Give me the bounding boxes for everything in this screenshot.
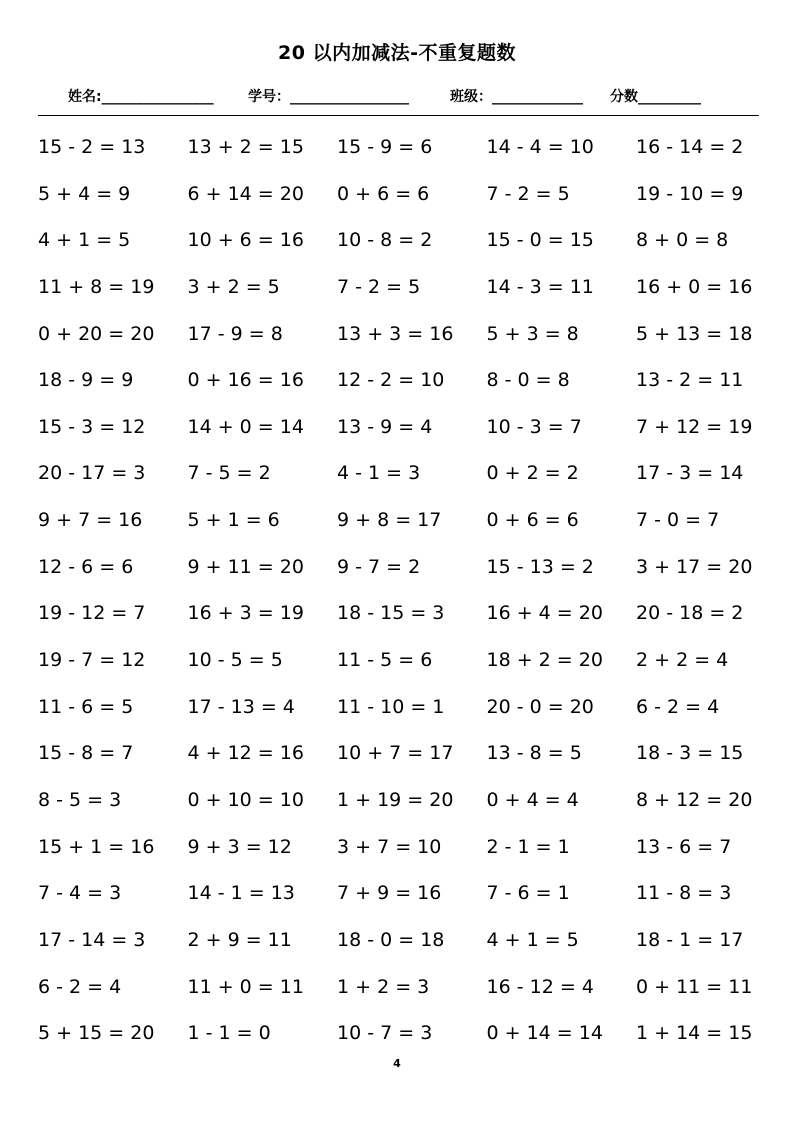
math-problem: 11 - 5 = 6: [337, 649, 433, 672]
math-problem: 0 + 14 = 14: [486, 1022, 603, 1045]
math-problem: 7 + 12 = 19: [636, 415, 753, 438]
math-problem: 15 - 13 = 2: [486, 555, 594, 578]
math-problem: 1 - 1 = 0: [187, 1022, 271, 1045]
math-problem: 16 - 14 = 2: [636, 136, 744, 158]
math-problem: 2 + 2 = 4: [636, 649, 729, 672]
math-problem: 4 + 12 = 16: [187, 742, 304, 765]
math-problem: 15 - 9 = 6: [337, 136, 433, 158]
math-problem: 4 + 1 = 5: [486, 928, 579, 951]
math-problem: 15 + 1 = 16: [38, 835, 155, 858]
problem-row: [38, 878, 794, 925]
math-problem: 3 + 7 = 10: [337, 835, 442, 858]
math-problem: 14 - 3 = 11: [486, 275, 594, 298]
math-problem: 13 + 3 = 16: [337, 322, 454, 345]
math-problem: 11 + 0 = 11: [187, 975, 304, 998]
problem-grid: [38, 132, 794, 1065]
math-problem: 2 - 1 = 1: [486, 835, 570, 858]
math-problem: 6 - 2 = 4: [636, 695, 720, 718]
math-problem: 4 + 1 = 5: [38, 229, 131, 252]
math-problem: 16 + 3 = 19: [187, 602, 304, 625]
math-problem: 0 + 6 = 6: [486, 509, 579, 532]
math-problem: 11 - 6 = 5: [38, 695, 134, 718]
problem-row: [38, 319, 794, 366]
math-problem: 14 - 1 = 13: [187, 882, 295, 905]
math-problem: 9 - 7 = 2: [337, 555, 421, 578]
math-problem: 0 + 10 = 10: [187, 788, 304, 811]
math-problem: 9 + 7 = 16: [38, 509, 143, 532]
problem-row: [38, 179, 794, 226]
math-problem: 5 + 15 = 20: [38, 1022, 155, 1045]
math-problem: 7 - 2 = 5: [337, 275, 421, 298]
math-problem: 18 - 3 = 15: [636, 742, 744, 765]
math-problem: 16 + 0 = 16: [636, 275, 753, 298]
math-problem: 1 + 14 = 15: [636, 1022, 753, 1045]
problem-row: [38, 458, 794, 505]
math-problem: 12 - 2 = 10: [337, 369, 445, 392]
math-problem: 19 - 7 = 12: [38, 649, 146, 672]
math-problem: 0 + 4 = 4: [486, 788, 579, 811]
student-info-line: [68, 86, 758, 108]
math-problem: 13 - 6 = 7: [636, 835, 732, 858]
math-problem: 12 - 6 = 6: [38, 555, 134, 578]
math-problem: 10 - 7 = 3: [337, 1022, 433, 1045]
problem-row: [38, 412, 794, 459]
page-number: 4: [393, 1057, 401, 1070]
math-problem: 6 + 14 = 20: [187, 182, 304, 205]
math-problem: 6 - 2 = 4: [38, 975, 122, 998]
math-problem: 5 + 4 = 9: [38, 182, 131, 205]
math-problem: 10 - 3 = 7: [486, 415, 582, 438]
math-problem: 14 + 0 = 14: [187, 415, 304, 438]
math-problem: 11 - 10 = 1: [337, 695, 445, 718]
math-problem: 18 - 1 = 17: [636, 928, 744, 951]
student-id-field[interactable]: 学号：_________________: [248, 89, 409, 105]
problem-row: [38, 225, 794, 272]
math-problem: 7 - 2 = 5: [486, 182, 570, 205]
math-problem: 9 + 8 = 17: [337, 509, 442, 532]
math-problem: 0 + 6 = 6: [337, 182, 430, 205]
math-problem: 18 - 9 = 9: [38, 369, 134, 392]
math-problem: 1 + 2 = 3: [337, 975, 430, 998]
problem-row: [38, 925, 794, 972]
math-problem: 17 - 13 = 4: [187, 695, 295, 718]
math-problem: 8 + 0 = 8: [636, 229, 729, 252]
math-problem: 7 - 6 = 1: [486, 882, 570, 905]
math-problem: 17 - 14 = 3: [38, 928, 146, 951]
math-problem: 19 - 12 = 7: [38, 602, 146, 625]
problem-row: [38, 832, 794, 879]
math-problem: 5 + 3 = 8: [486, 322, 579, 345]
problem-row: [38, 972, 794, 1019]
math-problem: 3 + 17 = 20: [636, 555, 753, 578]
math-problem: 8 - 5 = 3: [38, 788, 122, 811]
math-problem: 18 + 2 = 20: [486, 649, 603, 672]
header-divider: [38, 115, 759, 116]
math-problem: 5 + 13 = 18: [636, 322, 753, 345]
math-problem: 8 - 0 = 8: [486, 369, 570, 392]
name-field[interactable]: 姓名:________________: [68, 89, 214, 105]
math-problem: 0 + 11 = 11: [636, 975, 753, 998]
math-problem: 3 + 2 = 5: [187, 275, 280, 298]
math-problem: 11 + 8 = 19: [38, 275, 155, 298]
problem-row: [38, 692, 794, 739]
problem-row: [38, 505, 794, 552]
problem-row: [38, 738, 794, 785]
math-problem: 14 - 4 = 10: [486, 136, 594, 158]
math-problem: 20 - 17 = 3: [38, 462, 146, 485]
math-problem: 13 - 9 = 4: [337, 415, 433, 438]
math-problem: 17 - 9 = 8: [187, 322, 283, 345]
math-problem: 16 - 12 = 4: [486, 975, 594, 998]
math-problem: 19 - 10 = 9: [636, 182, 744, 205]
problem-row: [38, 598, 794, 645]
problem-row: [38, 272, 794, 319]
math-problem: 0 + 16 = 16: [187, 369, 304, 392]
math-problem: 1 + 19 = 20: [337, 788, 454, 811]
math-problem: 5 + 1 = 6: [187, 509, 280, 532]
math-problem: 17 - 3 = 14: [636, 462, 744, 485]
math-problem: 0 + 2 = 2: [486, 462, 579, 485]
math-problem: 18 - 15 = 3: [337, 602, 445, 625]
score-field[interactable]: 分数_________: [610, 89, 701, 105]
math-problem: 16 + 4 = 20: [486, 602, 603, 625]
math-problem: 10 - 5 = 5: [187, 649, 283, 672]
class-field[interactable]: 班级：_____________: [450, 89, 583, 105]
problem-row: [38, 365, 794, 412]
math-problem: 9 + 11 = 20: [187, 555, 304, 578]
math-problem: 15 - 0 = 15: [486, 229, 594, 252]
math-problem: 13 - 8 = 5: [486, 742, 582, 765]
math-problem: 7 - 4 = 3: [38, 882, 122, 905]
problem-row: [38, 785, 794, 832]
math-problem: 10 + 7 = 17: [337, 742, 454, 765]
math-problem: 7 - 5 = 2: [187, 462, 271, 485]
math-problem: 10 - 8 = 2: [337, 229, 433, 252]
math-problem: 7 - 0 = 7: [636, 509, 720, 532]
problem-row: [38, 645, 794, 692]
math-problem: 20 - 18 = 2: [636, 602, 744, 625]
math-problem: 13 - 2 = 11: [636, 369, 744, 392]
math-problem: 15 - 8 = 7: [38, 742, 134, 765]
problem-row: [38, 132, 794, 179]
math-problem: 9 + 3 = 12: [187, 835, 292, 858]
math-problem: 8 + 12 = 20: [636, 788, 753, 811]
math-problem: 7 + 9 = 16: [337, 882, 442, 905]
math-problem: 15 - 3 = 12: [38, 415, 146, 438]
page-title: 20 以内加减法-不重复题数: [278, 42, 516, 64]
math-problem: 20 - 0 = 20: [486, 695, 594, 718]
math-problem: 4 - 1 = 3: [337, 462, 421, 485]
math-problem: 18 - 0 = 18: [337, 928, 445, 951]
math-problem: 0 + 20 = 20: [38, 322, 155, 345]
math-problem: 2 + 9 = 11: [187, 928, 292, 951]
math-problem: 15 - 2 = 13: [38, 136, 146, 158]
math-problem: 10 + 6 = 16: [187, 229, 304, 252]
math-problem: 13 + 2 = 15: [187, 136, 304, 158]
problem-row: [38, 552, 794, 599]
math-problem: 11 - 8 = 3: [636, 882, 732, 905]
